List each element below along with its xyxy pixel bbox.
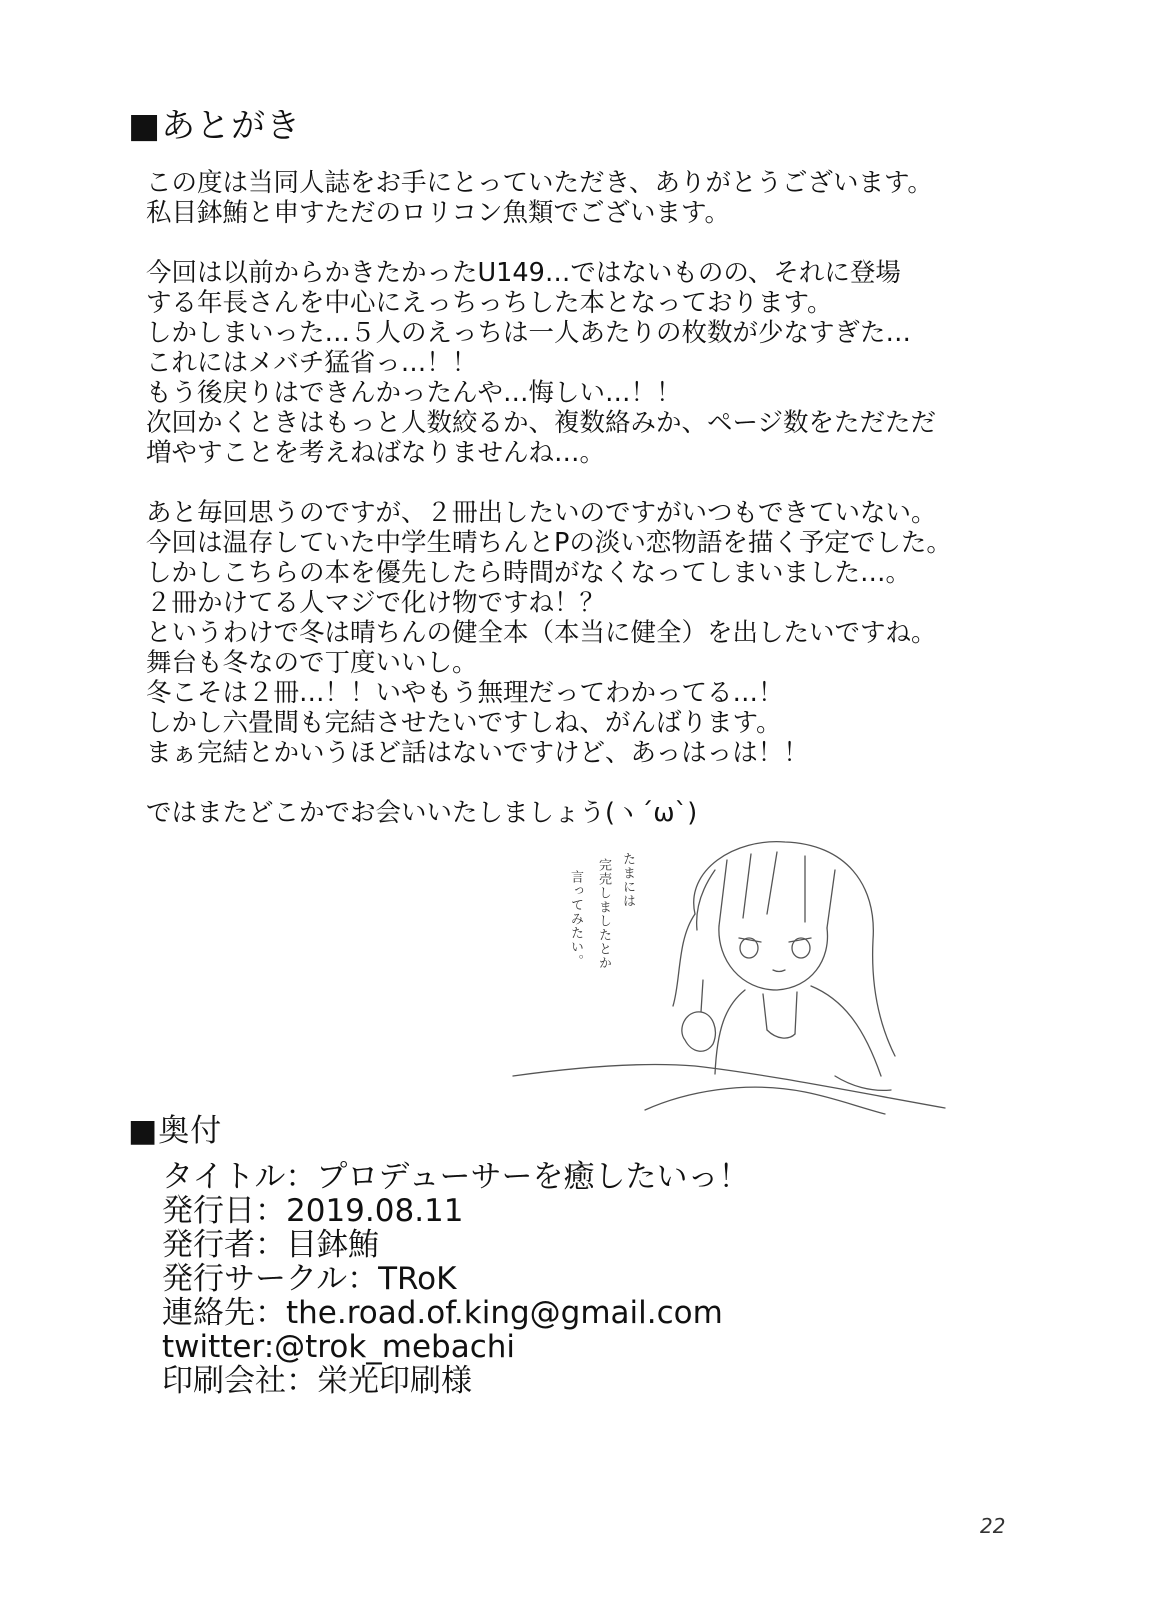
afterword-line: 次回かくときはもっと人数絞るか、複数絡みか、ページ数をただただ	[146, 408, 936, 438]
afterword-line: ではまたどこかでお会いいたしましょう(ヽ´ω`)	[146, 798, 698, 828]
afterword-line: する年長さんを中心にえっちっちした本となっております。	[146, 288, 833, 318]
colophon-row: タイトル：プロデューサーを癒したいっ！	[162, 1159, 750, 1195]
afterword-paragraph	[146, 498, 1106, 768]
afterword-paragraph	[146, 168, 1106, 228]
colophon-row: 発行日：2019.08.11	[162, 1193, 464, 1229]
afterword-line: 冬こそは２冊…！！いやもう無理だってわかってる…！	[146, 678, 784, 708]
afterword-line: 今回は温存していた中学生晴ちんとPの淡い恋物語を描く予定でした。	[146, 528, 952, 558]
afterword-line: 増やすことを考えねばなりませんね…。	[146, 438, 606, 468]
colophon-row: 連絡先：the.road.of.king@gmail.com	[162, 1295, 723, 1331]
afterword-line: しかしこちらの本を優先したら時間がなくなってしまいました…。	[146, 558, 912, 588]
illustration-note-3: 言ってみたい。	[568, 870, 583, 968]
afterword-line: あと毎回思うのですが、２冊出したいのですがいつもできていない。	[146, 498, 937, 528]
colophon	[162, 1160, 749, 1398]
afterword-line: まぁ完結とかいうほど話はないですけど、あっはっは！！	[146, 738, 809, 768]
afterword-line: この度は当同人誌をお手にとっていただき、ありがとうございます。	[146, 168, 933, 198]
afterword-line: というわけで冬は晴ちんの健全本（本当に健全）を出したいですね。	[146, 618, 937, 648]
colophon-row: 印刷会社：栄光印刷様	[162, 1363, 472, 1399]
afterword-line: もう後戻りはできんかったんや…悔しい…！！	[146, 378, 682, 408]
page-number: 22	[980, 1514, 1006, 1538]
afterword-line: 舞台も冬なので丁度いいし。	[146, 648, 478, 678]
afterword-line: 私目鉢鮪と申すただのロリコン魚類でございます。	[146, 198, 730, 228]
afterword-line: 今回は以前からかきたかったU149…ではないものの、それに登場	[146, 258, 901, 288]
afterword-line: ２冊かけてる人マジで化け物ですね！？	[146, 588, 606, 618]
afterword-line: これにはメバチ猛省っ…！！	[146, 348, 478, 378]
afterword-heading: ■あとがき	[128, 106, 302, 146]
colophon-heading: ■奥付	[128, 1113, 223, 1149]
afterword-paragraph	[146, 258, 1106, 468]
colophon-row: 発行サークル：TRoK	[162, 1261, 457, 1297]
colophon-row: twitter:@trok_mebachi	[162, 1329, 516, 1365]
afterword-line: しかし六畳間も完結させたいですしね、がんばります。	[146, 708, 782, 738]
afterword-body	[146, 168, 1106, 858]
afterword-line: しかしまいった…５人のえっちは一人あたりの枚数が少なすぎた…	[146, 318, 912, 348]
illustration-note-1: たまには	[620, 852, 635, 908]
illustration-note-2: 完売しましたとか	[596, 858, 611, 970]
afterword-paragraph	[146, 798, 1106, 828]
colophon-row: 発行者：目鉢鮪	[162, 1227, 379, 1263]
